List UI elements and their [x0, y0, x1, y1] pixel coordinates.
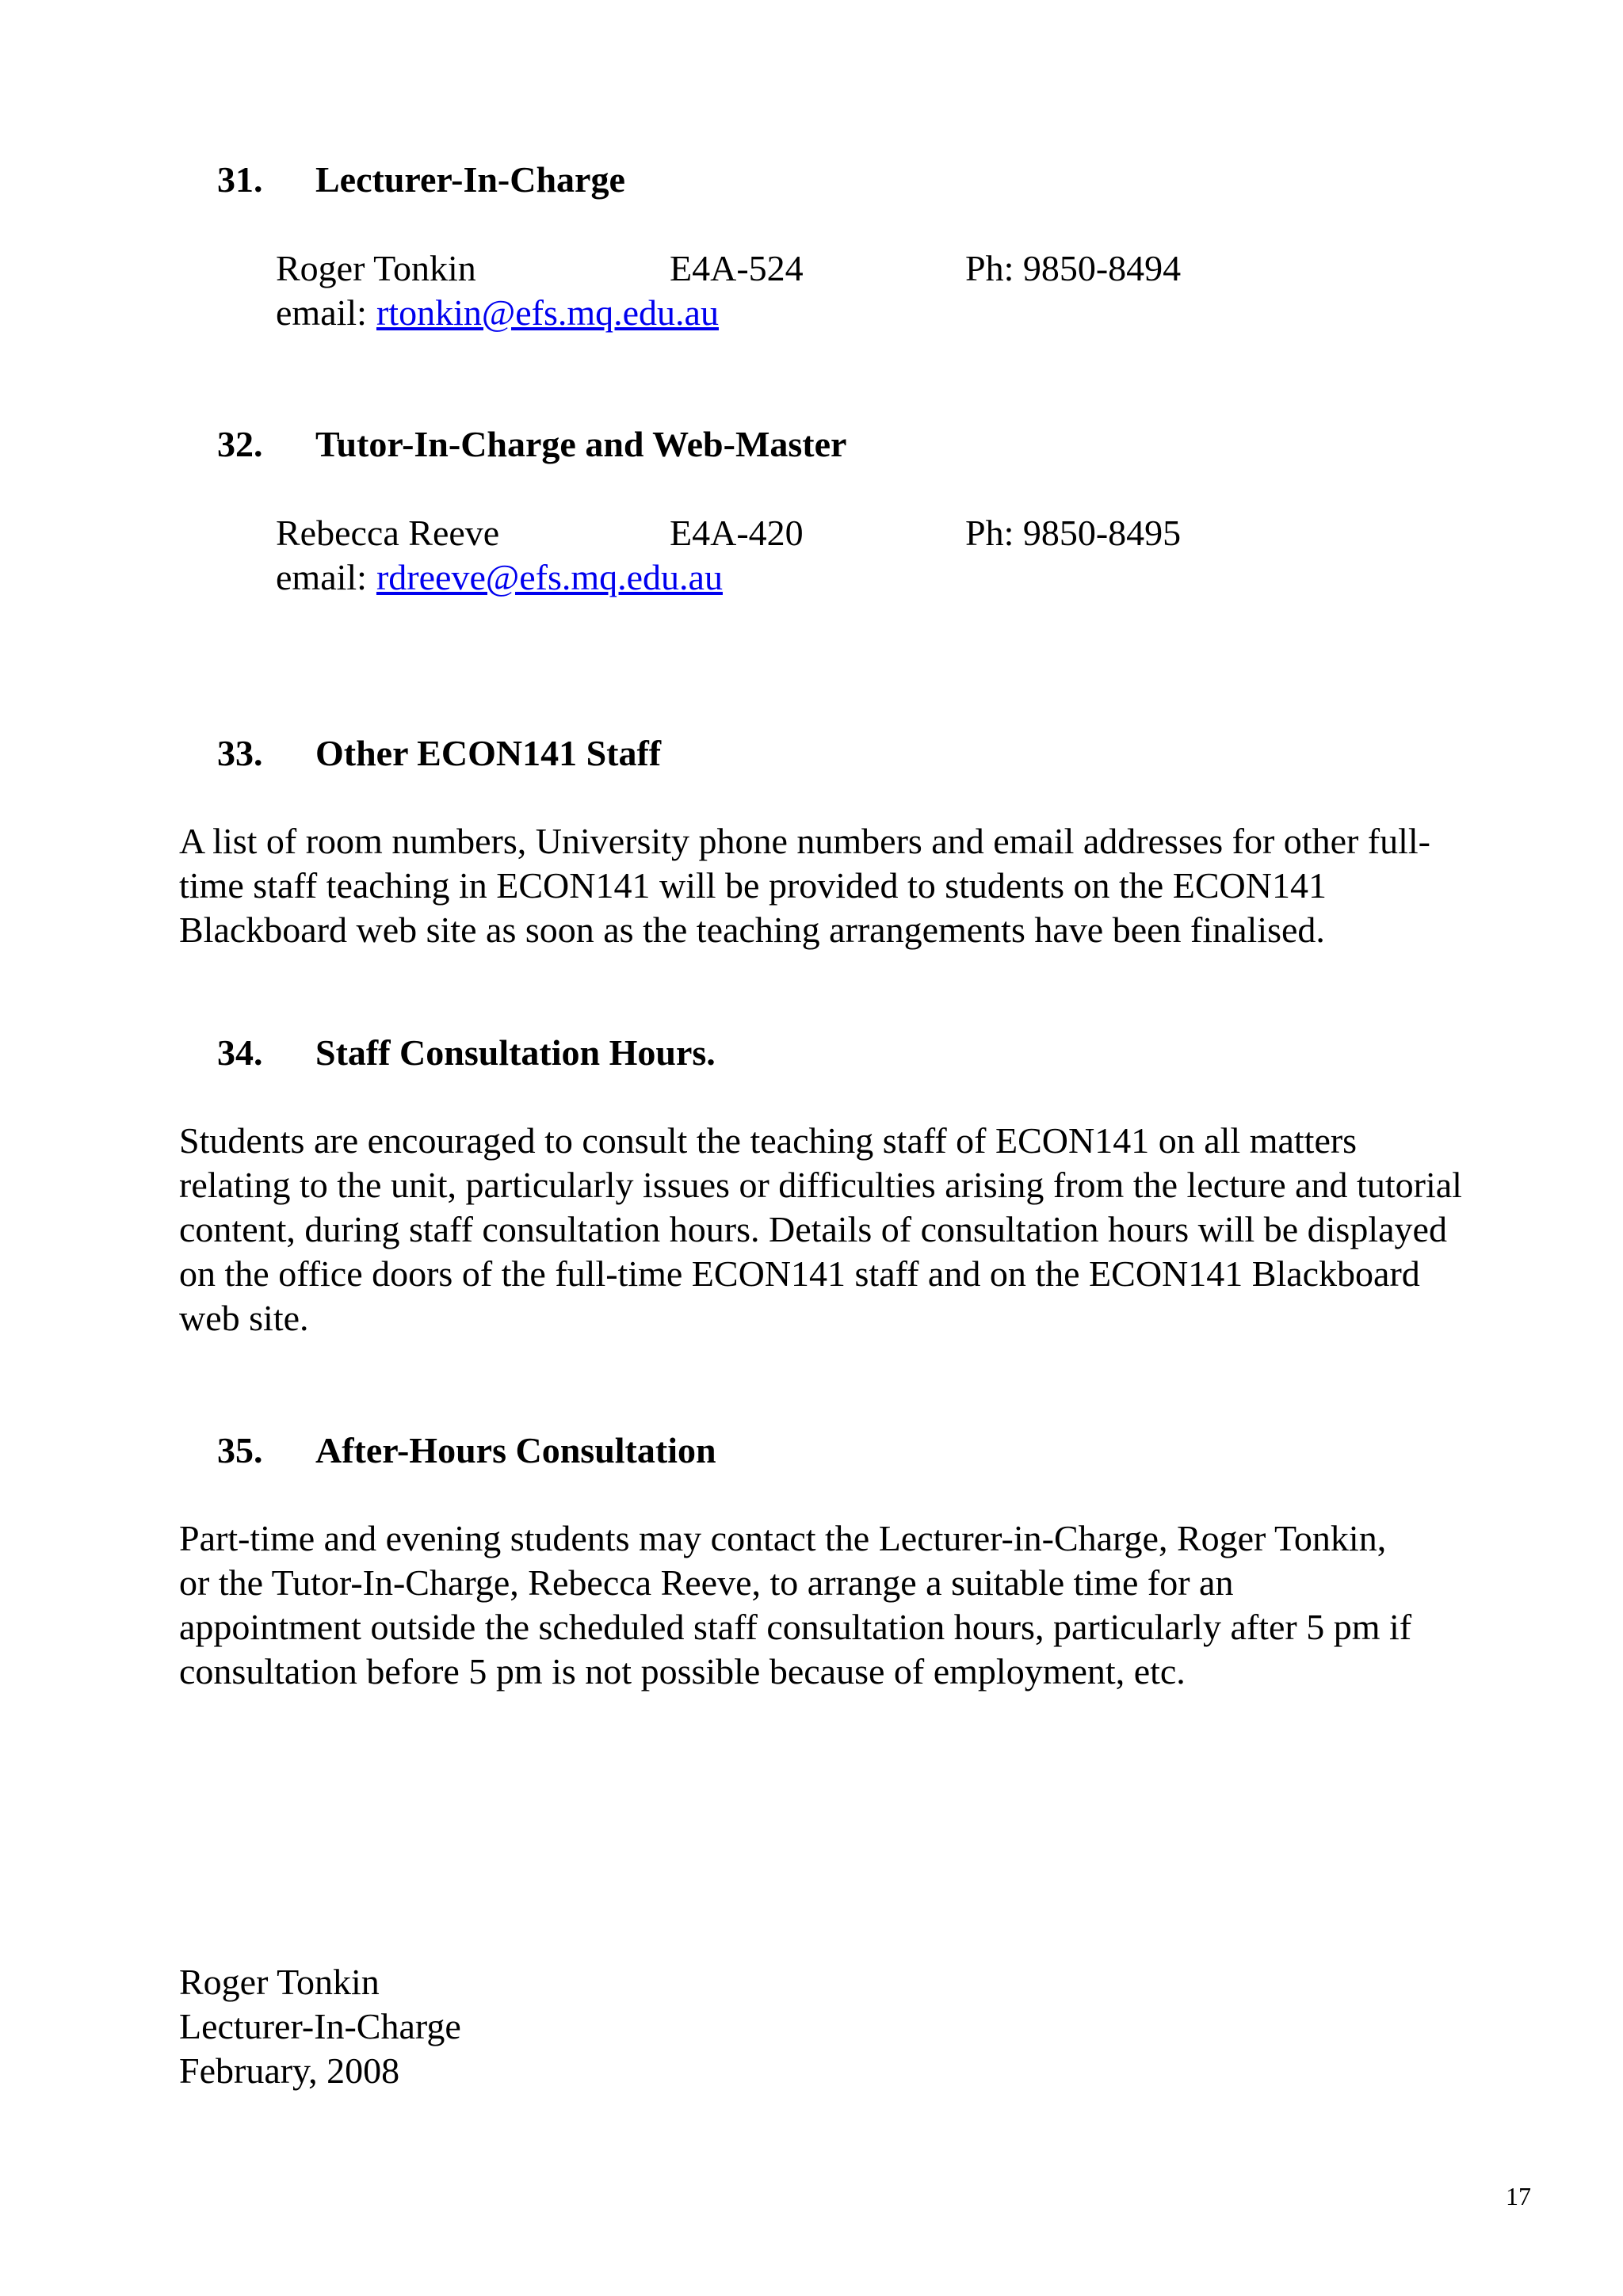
email-label: email: [276, 292, 367, 333]
paragraph-line: on the office doors of the full-time ECON141 staff and on the ECON141 Blackboard [179, 1253, 1420, 1294]
contact-name: Rebecca Reeve [276, 513, 500, 553]
section-34-heading [217, 1032, 716, 1073]
section-number: 33. [217, 733, 263, 773]
section-title: Lecturer-In-Charge [315, 159, 625, 200]
paragraph-line: web site. [179, 1298, 309, 1338]
section-33-heading [217, 735, 661, 772]
section-title: Other ECON141 Staff [315, 733, 662, 773]
section-35-heading [217, 1432, 716, 1469]
section-34-paragraph [179, 1119, 1462, 1341]
contact-phone: Ph: 9850-8494 [965, 248, 1182, 288]
page-number: 17 [1506, 2182, 1531, 2210]
contact-room: E4A-524 [670, 248, 804, 288]
section-35-paragraph [179, 1516, 1411, 1694]
tutor-email-row [276, 559, 723, 596]
section-33-paragraph [179, 819, 1430, 952]
paragraph-line: consultation before 5 pm is not possible because of employment, etc. [179, 1651, 1186, 1691]
section-title: After-Hours Consultation [315, 1430, 716, 1470]
section-number: 34. [217, 1032, 263, 1073]
paragraph-line: A list of room numbers, University phone numbers and email addresses for other full- [179, 821, 1431, 861]
section-31-heading [217, 159, 625, 200]
paragraph-line: Blackboard web site as soon as the teaching arrangements have been finalised. [179, 910, 1325, 950]
signature-block [179, 1960, 461, 2093]
section-number: 31. [217, 159, 263, 200]
section-title: Staff Consultation Hours. [315, 1032, 716, 1073]
section-number: 32. [217, 424, 263, 464]
tutor-email-link[interactable]: rdreeve@efs.mq.edu.au [376, 557, 723, 597]
signature-role: Lecturer-In-Charge [179, 2006, 461, 2046]
contact-name: Roger Tonkin [276, 248, 476, 288]
paragraph-line: Students are encouraged to consult the teaching staff of ECON141 on all matters [179, 1120, 1358, 1161]
lecturer-email-link[interactable]: rtonkin@efs.mq.edu.au [376, 292, 719, 333]
paragraph-line: appointment outside the scheduled staff consultation hours, particularly after 5 pm if [179, 1607, 1412, 1647]
paragraph-line: or the Tutor-In-Charge, Rebecca Reeve, to arrange a suitable time for an [179, 1562, 1234, 1603]
section-32-heading [217, 426, 846, 463]
signature-name: Roger Tonkin [179, 1962, 380, 2002]
contact-room: E4A-420 [670, 513, 804, 553]
paragraph-line: relating to the unit, particularly issues or difficulties arising from the lecture and tutorial [179, 1165, 1462, 1205]
contact-phone: Ph: 9850-8495 [965, 513, 1182, 553]
paragraph-line: content, during staff consultation hours. Details of consultation hours will be displayed [179, 1209, 1447, 1249]
paragraph-line: time staff teaching in ECON141 will be provided to students on the ECON141 [179, 865, 1327, 906]
signature-date: February, 2008 [179, 2050, 400, 2091]
lecturer-email-row [276, 292, 719, 333]
paragraph-line: Part-time and evening students may contact the Lecturer-in-Charge, Roger Tonkin, [179, 1518, 1387, 1558]
section-title: Tutor-In-Charge and Web-Master [315, 424, 847, 464]
section-number: 35. [217, 1430, 263, 1470]
email-label: email: [276, 557, 367, 597]
